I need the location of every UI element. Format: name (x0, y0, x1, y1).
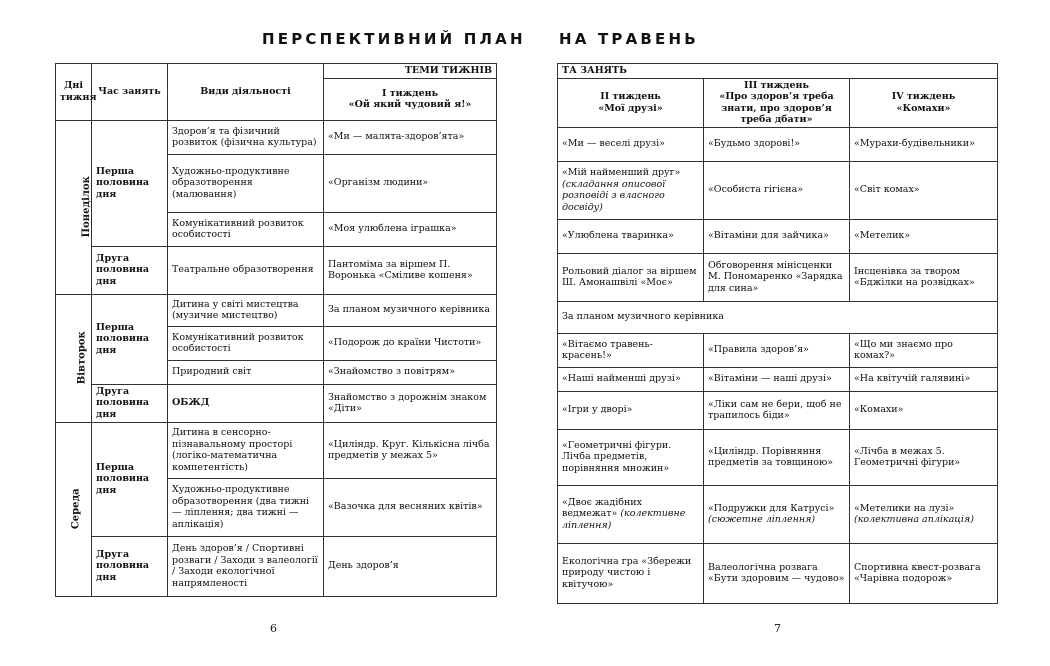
merged-music-cell: За планом музичного керівника (558, 301, 998, 333)
week1-cell: «Вазочка для весняних квітів» (324, 478, 497, 536)
week1-cell: «Організм людини» (324, 154, 497, 212)
day-monday: Понеділок (56, 120, 92, 294)
activity-cell: Художньо-продуктивне образотворення (малювання) (168, 154, 324, 212)
week2-cell-note: (колективне ліплення) (562, 508, 686, 531)
week2-cell-note: (складання описової розповіді з власного досвіду) (562, 178, 666, 213)
week2-cell: «Наші найменші друзі» (558, 367, 704, 391)
day-tuesday: Вівторок (56, 294, 92, 422)
week3-cell: «Вітаміни — наші друзі» (704, 367, 850, 391)
themes-header: ТЕМИ ТИЖНІВ (324, 64, 497, 79)
week2-label: ІІ тиждень (600, 91, 661, 102)
page-title-left: ПЕРСПЕКТИВНИЙ ПЛАН (262, 30, 526, 48)
activity-cell: Здоров’я та фізичний розвиток (фізична культура) (168, 120, 324, 154)
week3-cell: «Особиста гігієна» (704, 161, 850, 219)
time-second-half: Друга половина дня (92, 246, 168, 294)
week4-title: «Комахи» (896, 102, 951, 114)
week2-cell: «Геометричні фігури. Лічба предметів, порівняння множин» (558, 429, 704, 485)
week1-cell: «Подорож до країни Чистоти» (324, 326, 497, 360)
week3-cell: Обговорення мініcценки М. Пономаренко «Зарядка для сина» (704, 253, 850, 301)
week1-cell: «Моя улюблена іграшка» (324, 212, 497, 246)
activity-cell: ОБЖД (168, 384, 324, 422)
week3-cell (704, 485, 850, 543)
week4-cell: «Мурахи-будівельники» (850, 127, 998, 161)
week1-label: І тиждень (381, 87, 439, 99)
week2-cell (558, 161, 704, 219)
week2-cell: «Ми — веселі друзі» (558, 127, 704, 161)
week2-cell: «Ігри у дворі» (558, 391, 704, 429)
week3-cell-text: «Подружки для Катрусі» (708, 502, 835, 514)
activity-cell: Природний світ (168, 360, 324, 384)
col-days-header: Дні тижня (56, 64, 92, 121)
day-wednesday: Середа (56, 422, 92, 596)
col-time-header: Час занять (92, 64, 168, 121)
col-activity-header: Види діяльності (168, 64, 324, 121)
week4-cell: «Лічба в межах 5. Геометричні фігури» (850, 429, 998, 485)
activity-cell: Дитина у світі мистецтва (музичне мистецтво) (168, 294, 324, 326)
week3-cell: «Будьмо здорові!» (704, 127, 850, 161)
week3-cell: Валеологічна розвага «Бути здоровим — чудово» (704, 543, 850, 603)
page-title-right: НА ТРАВЕНЬ (559, 30, 699, 48)
week1-cell: Пантоміма за віршем П. Воронька «Сміливе кошеня» (324, 246, 497, 294)
week4-label: ІV тиждень (891, 91, 956, 102)
time-second-half: Друга половина дня (92, 384, 168, 422)
page-number-left: 6 (270, 622, 277, 635)
activity-cell: Театральне образотворення (168, 246, 324, 294)
time-second-half: Друга половина дня (92, 536, 168, 596)
week1-cell: За планом музичного керівника (324, 294, 497, 326)
week2-cell: «Вітаємо травень-красень!» (558, 333, 704, 367)
week1-title: «Ой який чудовий я!» (348, 99, 472, 110)
week4-cell-note: (колективна аплікація) (854, 514, 974, 525)
week3-label: ІІІ тиждень (744, 79, 809, 91)
page-number-right: 7 (774, 622, 781, 635)
time-first-half: Перша половина дня (92, 120, 168, 246)
activity-cell: Художньо-продуктивне образотворення (два тижні — ліплення; два тижні — аплікація) (168, 478, 324, 536)
week2-cell: Рольовий діалог за віршем Ш. Амонашвілі «Моє» (558, 253, 704, 301)
week2-cell: Екологічна гра «Збережи природу чистою і квітучою» (558, 543, 704, 603)
week3-header (704, 78, 850, 127)
activity-cell: Дитина в сенсорно-пізнавальному просторі (логіко-математична компетентість) (168, 422, 324, 478)
week4-cell: «Що ми знаємо про комах?» (850, 333, 998, 367)
plan-table-right (557, 63, 998, 604)
activity-cell: Комунікативний розвиток особистості (168, 326, 324, 360)
plan-table-left (55, 63, 497, 597)
week3-cell: «Правила здоров’я» (704, 333, 850, 367)
activity-cell: День здоров’я / Спортивні розваги / Заходи з валеології / Заходи екологічної напрямленості (168, 536, 324, 596)
time-first-half: Перша половина дня (92, 294, 168, 384)
week1-cell: День здоров’я (324, 536, 497, 596)
week2-title: «Мої друзі» (598, 102, 663, 114)
week2-cell-text: «Мій найменший друг» (562, 167, 681, 178)
week1-cell: «Циліндр. Круг. Кількісна лічба предметів у межах 5» (324, 422, 497, 478)
time-first-half: Перша половина дня (92, 422, 168, 536)
week1-cell: «Ми — малята-здоров’ята» (324, 120, 497, 154)
week3-title: «Про здоров’я треба знати, про здоров’я треба дбати» (719, 91, 834, 125)
week2-cell: «Улюблена тваринка» (558, 219, 704, 253)
week2-cell-text: «Двоє жадібних ведмежат» (562, 496, 642, 520)
week3-cell: «Вітаміни для зайчика» (704, 219, 850, 253)
week2-header (558, 78, 704, 127)
week4-cell: «Світ комах» (850, 161, 998, 219)
week4-cell: «На квітучій галявині» (850, 367, 998, 391)
week4-cell: Інсценівка за твором «Бджілки на розвідках» (850, 253, 998, 301)
week1-cell: «Знайомство з повітрям» (324, 360, 497, 384)
week4-header (850, 78, 998, 127)
week4-cell-text: «Метелики на лузі» (854, 502, 955, 514)
week3-cell-note: (сюжетне ліплення) (708, 514, 816, 525)
activity-cell: Комунікативний розвиток особистості (168, 212, 324, 246)
week4-cell: «Комахи» (850, 391, 998, 429)
week4-cell: Спортивна квест-розвага «Чарівна подорож» (850, 543, 998, 603)
week4-cell: «Метелик» (850, 219, 998, 253)
themes-header-right: ТА ЗАНЯТЬ (558, 64, 998, 79)
week3-cell: «Ліки сам не бери, щоб не трапилось біди» (704, 391, 850, 429)
week3-cell: «Циліндр. Порівняння предметів за товщиною» (704, 429, 850, 485)
week1-header (324, 78, 497, 120)
week1-cell: Знайомство з дорожнім знаком «Діти» (324, 384, 497, 422)
week2-cell (558, 485, 704, 543)
week4-cell (850, 485, 998, 543)
